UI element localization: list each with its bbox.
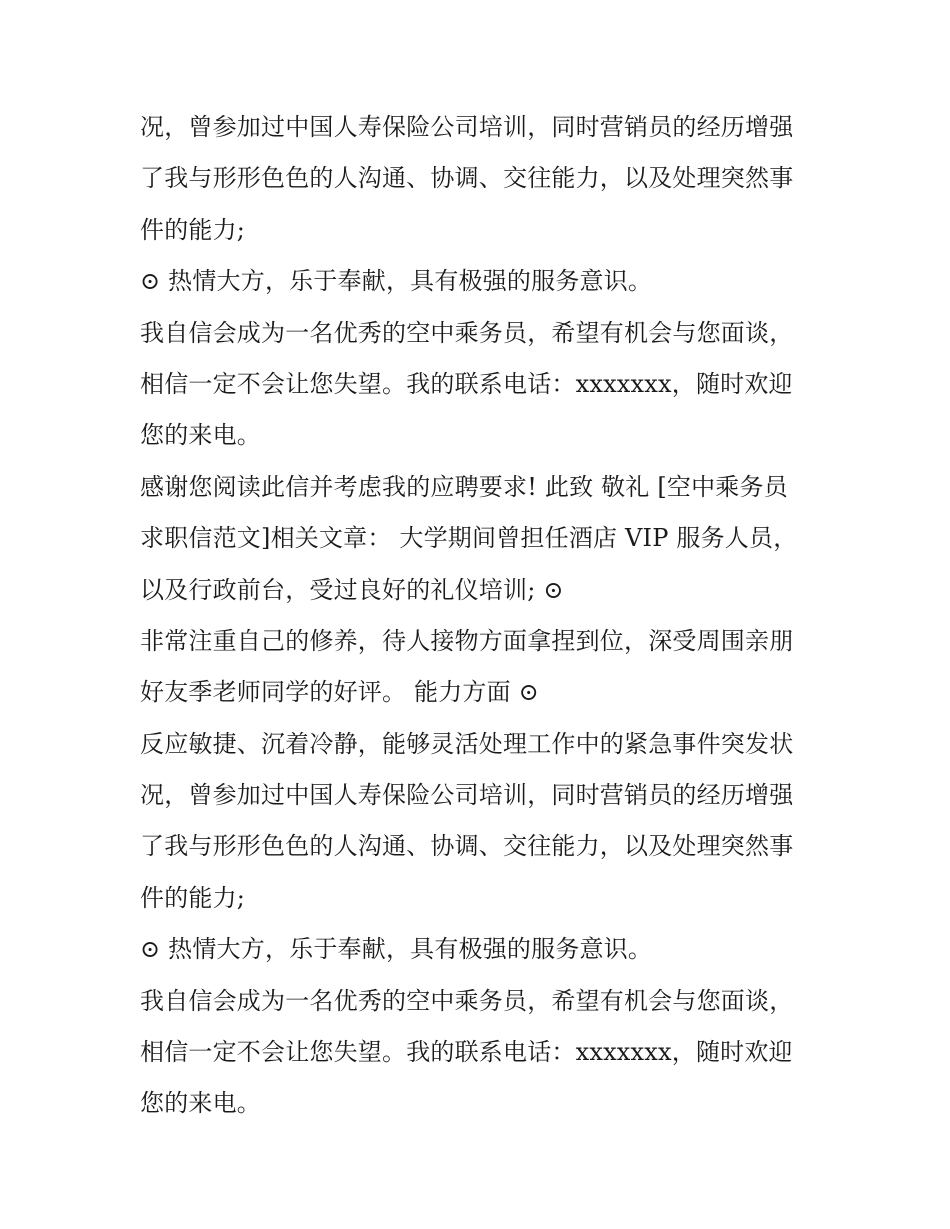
document-page xyxy=(140,102,820,1130)
text-line: 非常注重自己的修养，待人接物方面拿捏到位，深受周围亲朋 xyxy=(140,626,794,655)
text-line: 了我与形形色色的人沟通、协调、交往能力，以及处理突然事 xyxy=(140,832,794,861)
text-line: 相信一定不会让您失望。我的联系电话：xxxxxxx，随时欢迎 xyxy=(140,1038,793,1067)
text-line: 我自信会成为一名优秀的空中乘务员，希望有机会与您面谈， xyxy=(140,986,794,1015)
text-line: 了我与形形色色的人沟通、协调、交往能力，以及处理突然事 xyxy=(140,164,794,193)
text-line: 况，曾参加过中国人寿保险公司培训，同时营销员的经历增强 xyxy=(140,113,794,141)
text-line: 况，曾参加过中国人寿保险公司培训，同时营销员的经历增强 xyxy=(140,781,794,810)
text-line: 您的来电。 xyxy=(140,1089,261,1118)
text-line: 件的能力; xyxy=(140,215,246,244)
text-line: 好友季老师同学的好评。 能力方面 ⊙ xyxy=(140,678,539,707)
text-line: 感谢您阅读此信并考虑我的应聘要求! 此致 敬礼 [空中乘务员 xyxy=(140,472,788,501)
text-line: 求职信范文]相关文章： 大学期间曾担任酒店 VIP 服务人员， xyxy=(140,524,798,553)
text-line: ⊙ 热情大方，乐于奉献，具有极强的服务意识。 xyxy=(140,267,653,296)
text-line: 件的能力; xyxy=(140,883,246,912)
text-line: 您的来电。 xyxy=(140,421,261,450)
text-line: ⊙ 热情大方，乐于奉献，具有极强的服务意识。 xyxy=(140,935,653,964)
text-line: 我自信会成为一名优秀的空中乘务员，希望有机会与您面谈， xyxy=(140,318,794,347)
text-line: 相信一定不会让您失望。我的联系电话：xxxxxxx，随时欢迎 xyxy=(140,369,793,398)
text-line: 以及行政前台，受过良好的礼仪培训; ⊙ xyxy=(140,575,564,604)
text-line: 反应敏捷、沉着冷静，能够灵活处理工作中的紧急事件突发状 xyxy=(140,729,794,758)
